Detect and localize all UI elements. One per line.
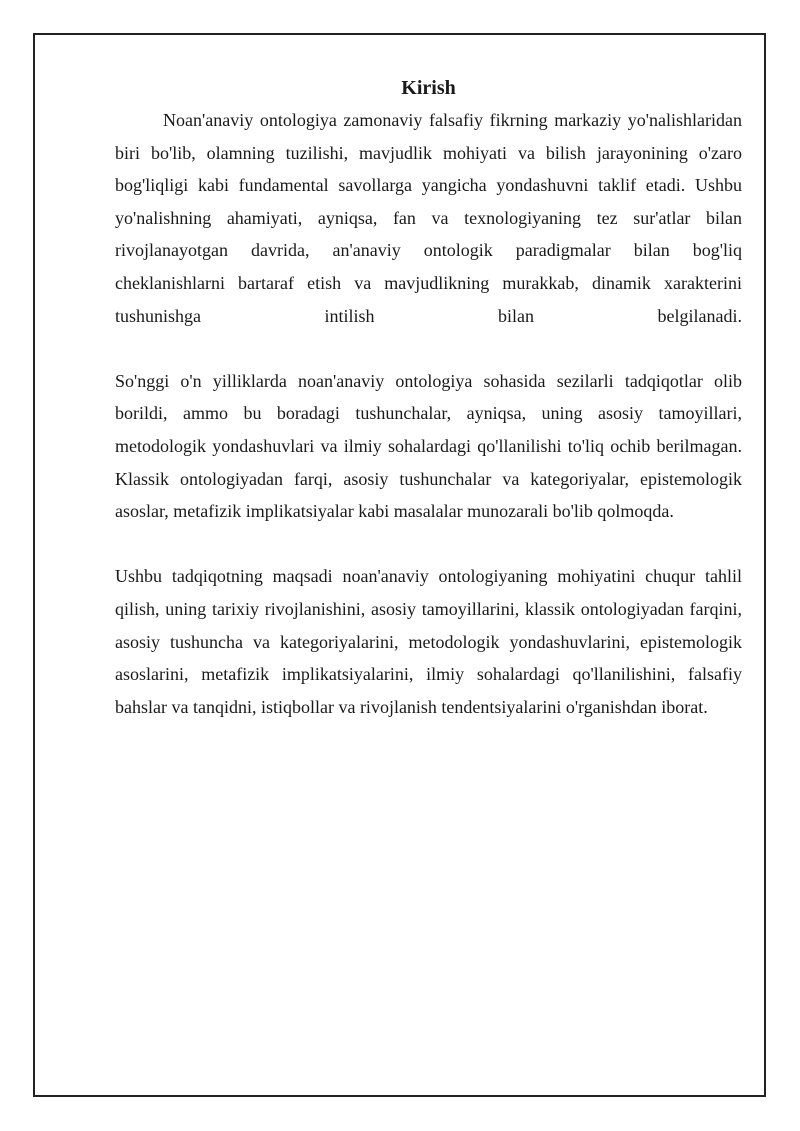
document-title: Kirish	[401, 77, 456, 99]
paragraph-spacer	[115, 528, 742, 561]
paragraph-intro: Noan'anaviy ontologiya zamonaviy falsafiy fikrning markaziy yo'nalishlaridan biri bo'lib, olamning tuzilishi, mavjudlik mohiyati va bilish jarayonining o'zaro bog'liqligi kabi fundamental savollarga yangicha yondashuvni taklif etadi. Ushbu yo'nalishning ahamiyati, ayniqsa, fan va texnologiyaning tez sur'atlar bilan rivojlanayotgan davrida, an'anaviy ontologik paradigmalar bilan bog'liq cheklanishlarni bartaraf etish va mavjudlikning murakkab, dinamik xarakterini tushunishga intilish bilan belgilanadi.	[115, 110, 742, 326]
paragraph-goal: Ushbu tadqiqotning maqsadi noan'anaviy ontologiyaning mohiyatini chuqur tahlil qilish, uning tarixiy rivojlanishini, asosiy tamoyillarini, klassik ontologiyadan farqini, asosiy tushuncha va kategoriyalarini, metodologik yondashuvlarini, epistemologik asoslarini, metafizik implikatsiyalarini, ilmiy sohalardagi qo'llanilishini, falsafiy bahslar va tanqidni, istiqbollar va rivojlanish tendentsiyalarini o'rganishdan iborat.	[115, 566, 742, 717]
paragraph-spacer	[115, 332, 742, 365]
paragraph-research: So'nggi o'n yilliklarda noan'anaviy ontologiya sohasida sezilarli tadqiqotlar olib borildi, ammo bu boradagi tushunchalar, ayniqsa, uning asosiy tamoyillari, metodologik yondashuvlari va ilmiy sohalardagi qo'llanilishi to'liq ochib berilmagan. Klassik ontologiyadan farqi, asosiy tushunchalar va kategoriyalar, epistemologik asoslar, metafizik implikatsiyalar kabi masalalar munozarali bo'lib qolmoqda.	[115, 370, 742, 522]
document-body	[115, 72, 742, 723]
